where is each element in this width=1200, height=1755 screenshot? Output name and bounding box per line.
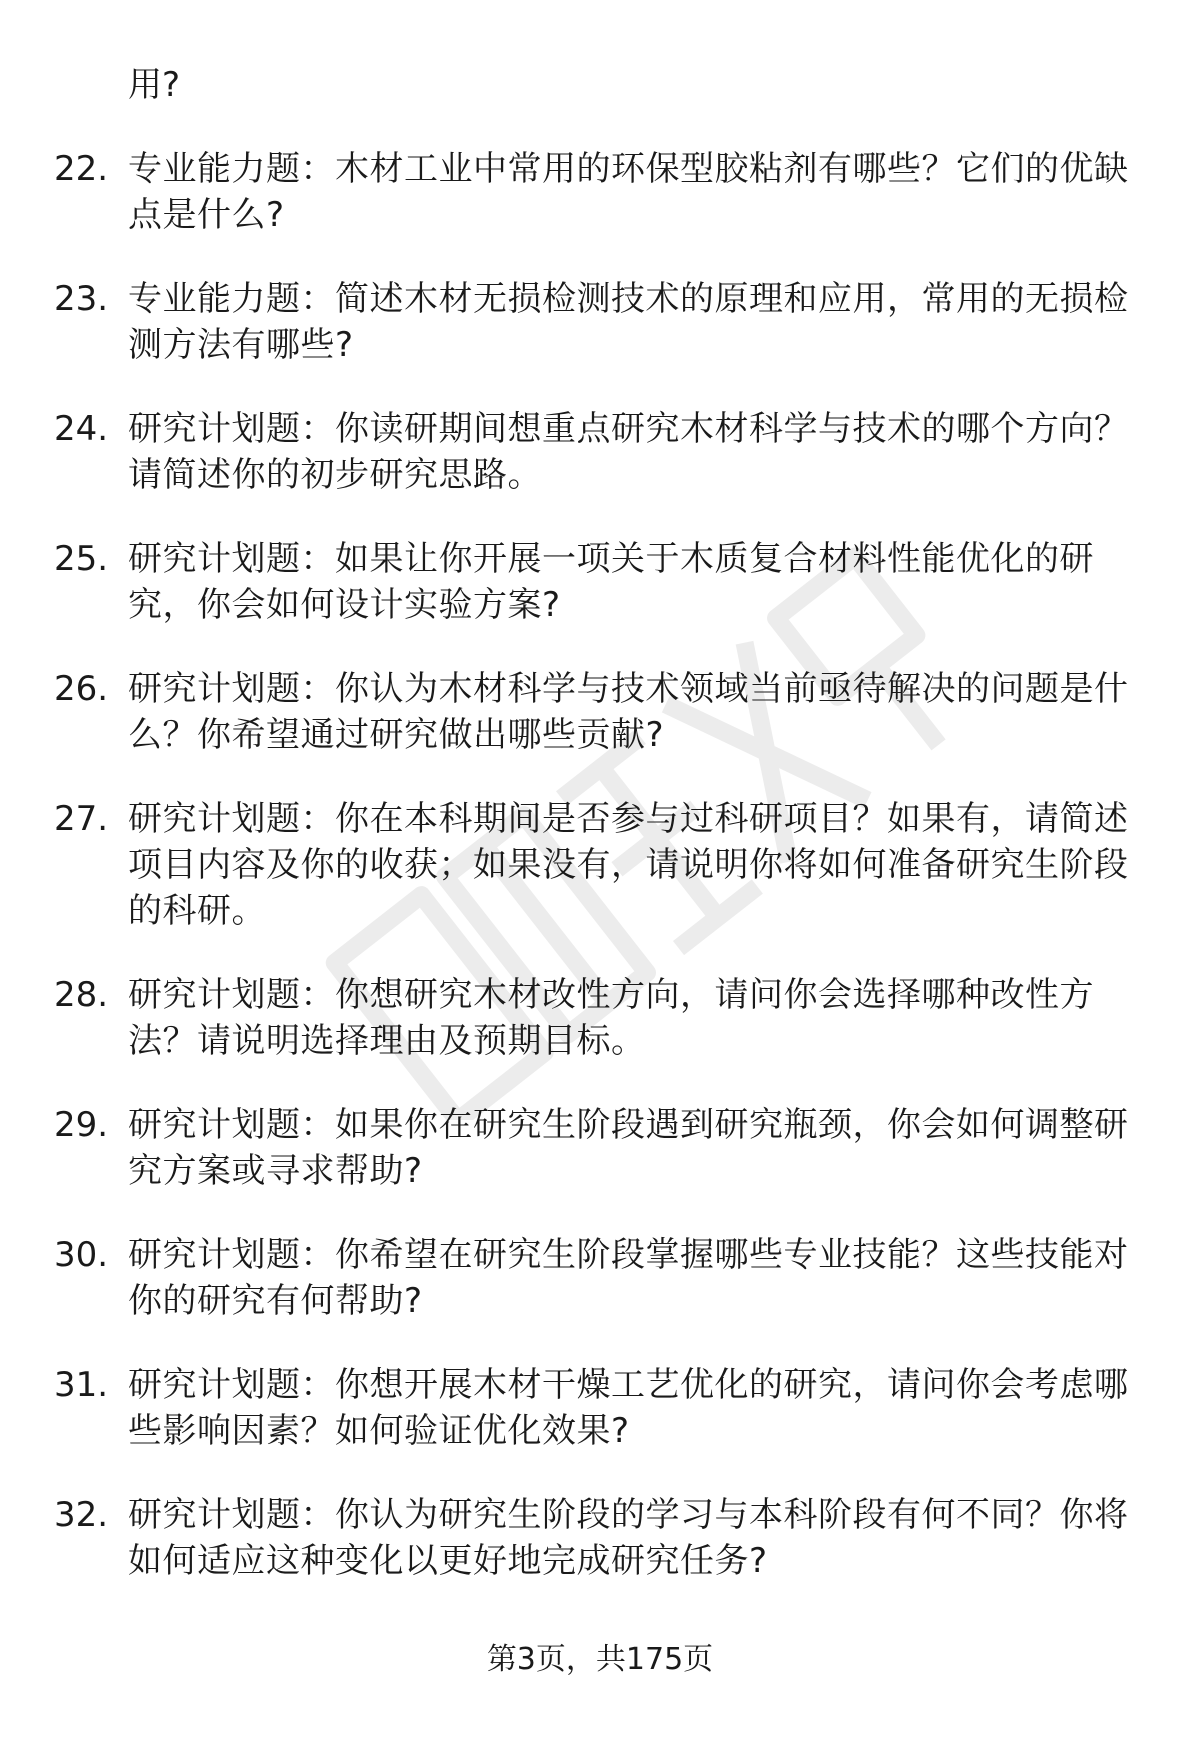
- list-item: [0, 406, 1200, 498]
- question-text: 研究计划题：你希望在研究生阶段掌握哪些专业技能？这些技能对你的研究有何帮助?: [128, 1235, 1129, 1321]
- question-number: 23.: [54, 279, 109, 319]
- question-text: 研究计划题：你认为木材科学与技术领域当前亟待解决的问题是什么？你希望通过研究做出哪些贡献?: [128, 669, 1129, 755]
- question-text: 研究计划题：如果你在研究生阶段遇到研究瓶颈，你会如何调整研究方案或寻求帮助?: [128, 1105, 1129, 1191]
- question-number: 28.: [54, 975, 109, 1015]
- question-number: 22.: [54, 149, 109, 189]
- list-item: [0, 146, 1200, 238]
- list-item: [0, 972, 1200, 1064]
- question-text: 研究计划题：你想研究木材改性方向，请问你会选择哪种改性方法？请说明选择理由及预期目标。: [128, 975, 1094, 1061]
- list-item: [0, 536, 1200, 628]
- question-text: 研究计划题：你想开展木材干燥工艺优化的研究，请问你会考虑哪些影响因素？如何验证优化效果?: [128, 1365, 1129, 1451]
- question-number: 32.: [54, 1495, 109, 1535]
- question-text: 专业能力题：简述木材无损检测技术的原理和应用，常用的无损检测方法有哪些?: [128, 279, 1129, 365]
- list-item: [0, 1102, 1200, 1194]
- question-number: 27.: [54, 799, 109, 839]
- list-item: [0, 1232, 1200, 1324]
- question-text: 研究计划题：你在本科期间是否参与过科研项目？如果有，请简述项目内容及你的收获；如果没有，请说明你将如何准备研究生阶段的科研。: [128, 799, 1129, 931]
- question-list: [0, 146, 1200, 1622]
- list-item: [0, 276, 1200, 368]
- question-text: 专业能力题：木材工业中常用的环保型胶粘剂有哪些？它们的优缺点是什么?: [128, 149, 1129, 235]
- question-number: 24.: [54, 409, 109, 449]
- question-number: 26.: [54, 669, 109, 709]
- continuation-text: 用?: [128, 65, 181, 105]
- question-text: 研究计划题：如果让你开展一项关于木质复合材料性能优化的研究，你会如何设计实验方案?: [128, 539, 1094, 625]
- question-text: 研究计划题：你认为研究生阶段的学习与本科阶段有何不同？你将如何适应这种变化以更好地完成研究任务?: [128, 1495, 1129, 1581]
- list-item: [0, 666, 1200, 758]
- question-number: 31.: [54, 1365, 109, 1405]
- question-number: 30.: [54, 1235, 109, 1275]
- question-text: 研究计划题：你读研期间想重点研究木材科学与技术的哪个方向？请简述你的初步研究思路。: [128, 409, 1129, 495]
- question-number: 25.: [54, 539, 109, 579]
- question-number: 29.: [54, 1105, 109, 1145]
- page-number-label: 第3页，共175页: [486, 1642, 714, 1677]
- list-item: [0, 1362, 1200, 1454]
- list-item: [0, 1492, 1200, 1584]
- list-item: [0, 796, 1200, 934]
- page-footer: [0, 1640, 1200, 1680]
